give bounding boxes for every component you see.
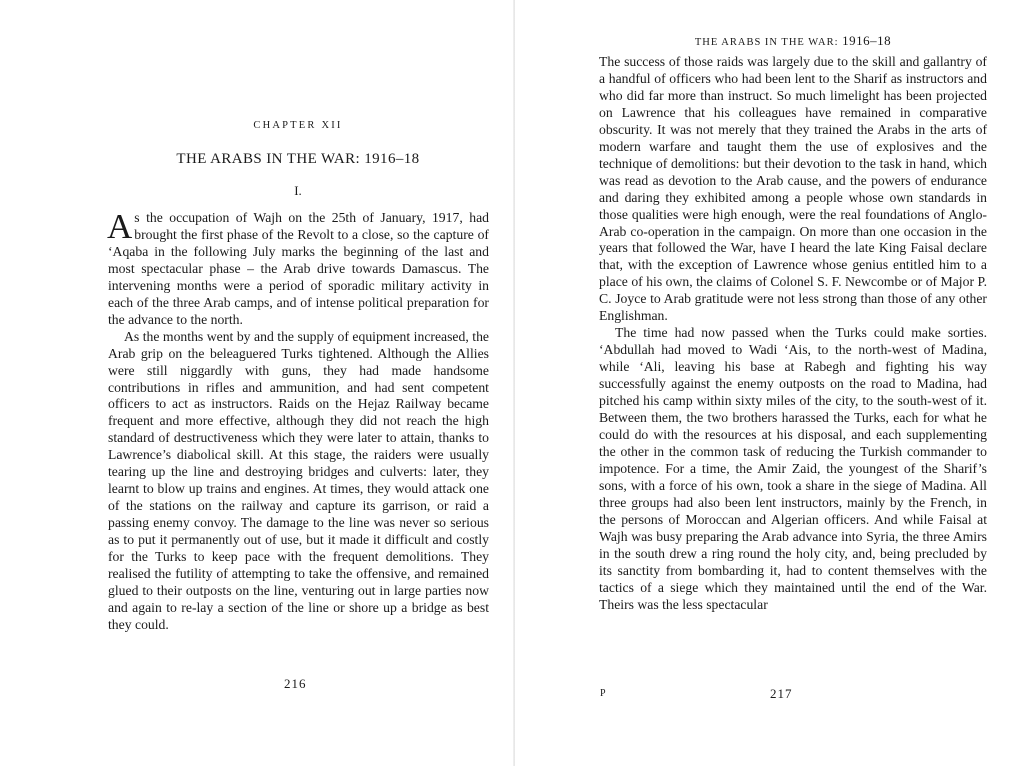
page-number-left: 216 bbox=[284, 676, 307, 691]
signature-mark: P bbox=[600, 688, 606, 699]
drop-cap: A bbox=[107, 207, 133, 246]
paragraph: The time had now passed when the Turks could make sorties. ‘Abdullah had moved to Wadi ‘Ais, to the north-west of Madina, while ‘Ali, leaving his base at Rabegh and fighting his way successfully against the enemy outposts on the road to Madina, had pitched his camp within sixty miles of the city, to the south-west of it. Between them, the two brothers harassed the Turks, each for what he could do with the resources at his disposal, and each supplementing the other in the common task of reducing the Turkish commander to impotence. For a time, the Amir Zaid, the youngest of the Sharif’s sons, with a force of his own, took a share in the siege of Madina. All three groups had also been lent instructors, mainly by the French, in the persons of Moroccan and Algerian officers. And while Faisal at Wajh was busy preparing the Arab advance into Syria, the three Amirs in the south drew a ring round the holy city, and, being precluded by its sanctity from bombarding it, had to content themselves with the tactics of a siege which they maintained until the end of the War. Theirs was the less spectacular bbox=[599, 325, 987, 612]
section-number: I. bbox=[294, 183, 302, 198]
running-head-years: 1916–18 bbox=[842, 33, 892, 48]
paragraph: The success of those raids was largely due to the skill and gallantry of a handful of officers who had been lent to the Sharif as instructors and who did far more than instruct. So much limelight has been projected on Lawrence that his colleagues have remained in comparative obscurity. It was not merely that they trained the Arabs in the arts of modern warfare and taught them the use of explosives and the technique of demolitions: but their devotion to the task in hand, which was read as devotion to the Arab cause, and the powers of endurance and daring they exhibited among a people whose own standards in those qualities were high enough, were the real foundations of Anglo-Arab co-operation in the campaign. On more than one occasion in the years that followed the War, have I heard the late King Faisal declare that, with the exception of Lawrence whose genius entitled him to a place of his own, the claims of Colonel S. F. Newcombe or of Major P. C. Joyce to Arab gratitude were not less strong than those of any other Englishman. bbox=[599, 54, 987, 324]
chapter-title: THE ARABS IN THE WAR: 1916–18 bbox=[176, 151, 420, 167]
paragraph: As the months went by and the supply of equipment increased, the Arab grip on the beleaguered Turks tightened. Although the Allies were still niggardly with guns, they had made handsome contributions in rifles and ammunition, and had sent competent officers to act as instructors. Raids on the Hejaz Railway became frequent and more effective, although they did not reach the high standard of destructiveness which they were later to attain, thanks to Lawrence’s diabolical skill. At this stage, the raiders were usually tearing up the line and destroying bridges and culverts: later, they learnt to blow up trains and engines. At times, they would attack one of the stations on the railway and capture its garrison, or raid a passing enemy convoy. The damage to the line was never so serious as to put it permanently out of use, but it made it difficult and costly for the Turks to keep pace with the frequent demolitions. They realised the futility of attempting to take the offensive, and remained glued to their outposts on the line, venturing out in large parties now and again to re-lay a section of the line or shore up a bridge as best they could. bbox=[108, 328, 489, 632]
paragraph bbox=[107, 207, 489, 329]
chapter-number: CHAPTER XII bbox=[253, 120, 343, 131]
running-head-label: THE ARABS IN THE WAR: bbox=[694, 37, 839, 48]
left-body-text bbox=[107, 207, 489, 634]
running-head bbox=[599, 33, 987, 49]
page-number-right: 217 bbox=[770, 686, 793, 701]
paragraph-text: s the occupation of Wajh on the 25th of January, 1917, had brought the first phase of the Revolt to a close, so the capture of ‘Aqaba in the following July marks the beginning of the last and most spectacular phase – the Arab drive towards Damascus. The intervening months were a period of sporadic military activity in each of the three Arab camps, and of intense political preparation for the advance to the north. bbox=[108, 210, 489, 327]
right-body-text bbox=[599, 54, 987, 613]
right-page bbox=[515, 0, 1030, 766]
